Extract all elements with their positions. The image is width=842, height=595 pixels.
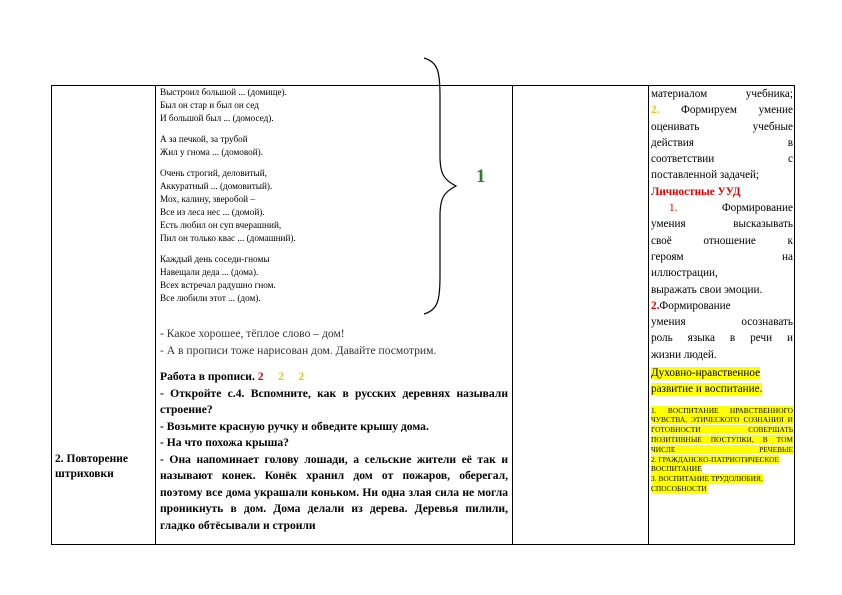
brace-number: 1 (476, 166, 486, 187)
work-title: Работа в прописи. (160, 370, 255, 383)
poem (160, 86, 450, 305)
spiritual-heading: развитие и воспитание. (651, 383, 763, 396)
outcome-line: героям на (651, 250, 793, 263)
lesson-text (160, 326, 508, 534)
outcome-line: иллюстрации, (651, 267, 718, 280)
upbringing-text: 1. ВОСПИТАНИЕ НРАВСТВЕННОГО ЧУВСТВА, ЭТИЧЕСКОГО СОЗНАНИЯ И ГОТОВНОСТИ СОВЕРШАТЬ ПОЗИТИВНЫЕ ПОСТУПКИ, В ТОМ ЧИСЛЕ РЕЧЕВЫЕ (651, 405, 793, 454)
task-line: - На что похожа крыша? (160, 436, 289, 449)
poem-line: Очень строгий, деловитый, (160, 168, 267, 178)
outcome-line: соответствии с (651, 153, 793, 166)
outcome-line (651, 200, 793, 216)
upbringing-item (651, 406, 793, 455)
outcome-number: 2. (651, 104, 660, 117)
poem-line: Навещали деда ... (дома). (160, 267, 259, 277)
outcome-text: Формируем умение (659, 104, 793, 117)
outcome-text: Формирование (677, 202, 793, 215)
outcome-line (651, 102, 793, 118)
spiritual-heading: Духовно-нравственное (651, 367, 761, 380)
lesson-line: - Какое хорошее, тёплое слово – дом! (160, 327, 345, 340)
poem-line: Аккуратный ... (домовитый). (160, 181, 273, 191)
outcome-line: оценивать учебные (651, 120, 793, 133)
outcome-line: своё отношение к (651, 234, 793, 247)
upbringing-item (651, 455, 793, 475)
lesson-line: - А в прописи тоже нарисован дом. Давайте посмотрим. (160, 343, 437, 357)
competence-number: 2 (278, 370, 284, 383)
outcome-line (651, 298, 793, 314)
poem-gap (160, 245, 450, 253)
task-line: - Откройте с.4. Вспомните, как в русских деревнях называли строение? (160, 386, 508, 416)
poem-gap (160, 125, 450, 133)
competence-number: 2 (298, 370, 305, 383)
poem-line: Мох, калину, зверобой – (160, 194, 255, 204)
stage-cell (52, 86, 155, 544)
competence-number: 2 (257, 370, 264, 383)
personal-uud-heading: Личностные УУД (651, 185, 741, 198)
outcome-line: умения высказывать (651, 218, 793, 231)
poem-line: И большой был ... (домосед). (160, 113, 274, 123)
outcome-line: поставленной задачей; (651, 169, 760, 182)
stage-label: 2. Повторение штриховки (55, 453, 128, 480)
poem-line: Есть любил он суп вчерашний, (160, 220, 282, 230)
poem-line: Все любили этот ... (дом). (160, 293, 261, 303)
outcome-number: 1. (669, 202, 678, 215)
outcomes-text (651, 86, 793, 494)
poem-line: Пил он только квас ... (домашний). (160, 233, 296, 243)
poem-gap (160, 159, 450, 167)
upbringing-text: 3. ВОСПИТАНИЕ ТРУДОЛЮБИЯ, СПОСОБНОСТИ (651, 474, 763, 494)
outcome-line: материалом учебника; (651, 88, 793, 100)
empty-cell (513, 86, 648, 544)
poem-line: А за печкой, за трубой (160, 134, 248, 144)
outcome-line (651, 365, 793, 381)
outcomes-cell (649, 86, 795, 544)
poem-line: Выстроил большой ... (домище). (160, 87, 287, 97)
lesson-table (51, 85, 795, 545)
outcome-line: выражать свои эмоции. (651, 283, 763, 296)
outcome-line (651, 381, 793, 397)
work-heading (160, 369, 508, 386)
poem-line: Был он стар и был он сед (160, 100, 259, 110)
upbringing-text: 2. ГРАЖДАНСКО-ПАТРИОТИЧЕСКОЕ ВОСПИТАНИЕ (651, 454, 779, 474)
task-line: - Она напоминает голову лошади, а сельские жители её так и называют конек. Конёк хранил дом от пожаров, оберегал, поэтому все дома украшали коньком. Ни одна злая сила не могла проникнуть в дом. Дома делали из дерева. Деревья пилили, гладко обтёсывали и строили (160, 452, 508, 532)
outcome-line: роль языка в речи и (651, 332, 793, 345)
poem-line: Все из леса нес ... (домой). (160, 207, 265, 217)
content-cell (156, 86, 512, 544)
outcome-text: Формирование (659, 299, 731, 312)
poem-line: Жил у гнома ... (домовой). (160, 147, 264, 157)
upbringing-list (651, 406, 793, 494)
task-line: - Возьмите красную ручку и обведите крышу дома. (160, 419, 429, 433)
outcome-number: 2. (651, 299, 660, 312)
outcome-line: действия в (651, 136, 793, 149)
upbringing-item (651, 474, 793, 494)
poem-line: Всех встречал радушно гном. (160, 280, 276, 290)
outcome-line: умения осознавать (651, 316, 793, 329)
outcome-line: жизни людей. (651, 348, 717, 361)
poem-line: Каждый день соседи-гномы (160, 254, 270, 264)
